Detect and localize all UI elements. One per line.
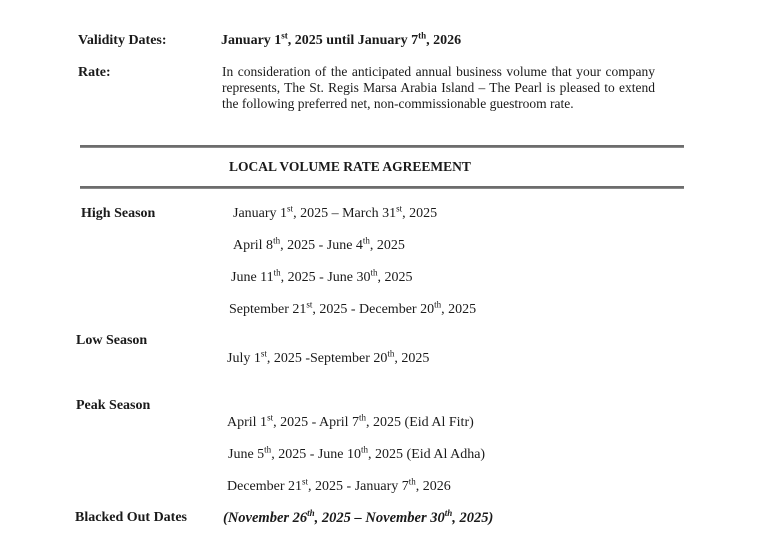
ordinal-suffix: st (287, 203, 294, 214)
high-season-range (229, 299, 477, 318)
ordinal-suffix: th (273, 235, 281, 246)
blackout-label: Blacked Out Dates (75, 510, 187, 525)
date-text: , 2025 (Eid Al Fitr) (366, 415, 474, 430)
date-text: , 2025 (441, 302, 477, 317)
high-season-range (233, 203, 438, 222)
ordinal-suffix: th (362, 235, 370, 246)
date-text: , 2025 - June 30 (280, 270, 371, 285)
date-text: , 2026 (415, 479, 451, 494)
date-text: , 2025 (Eid Al Adha) (368, 447, 486, 462)
low-season-label: Low Season (76, 333, 148, 348)
bottom-divider-shadow (80, 188, 684, 189)
section-heading: LOCAL VOLUME RATE AGREEMENT (229, 159, 471, 174)
ordinal-suffix: th (387, 348, 395, 359)
peak-season-range (227, 412, 474, 431)
date-text: April 1 (227, 415, 268, 430)
ordinal-suffix: th (307, 508, 315, 519)
high-season-range (233, 235, 405, 254)
ordinal-suffix: th (434, 299, 442, 310)
validity-dates-value (221, 30, 462, 49)
validity-part: , 2025 until January 7 (287, 33, 419, 48)
ordinal-suffix: st (302, 476, 309, 487)
validity-part: January 1 (221, 33, 282, 48)
date-text: , 2025 -September 20 (266, 351, 388, 366)
high-season-label: High Season (81, 206, 156, 221)
date-text: , 2025 - January 7 (308, 479, 409, 494)
low-season-range (227, 348, 430, 367)
rate-label: Rate: (78, 65, 111, 80)
date-text: , 2025 (394, 351, 430, 366)
date-text: (November 26 (223, 510, 308, 526)
date-text: , 2025) (452, 510, 494, 526)
ordinal-suffix: st (306, 299, 313, 310)
date-text: , 2025 - June 10 (271, 447, 362, 462)
date-text: June 5 (228, 447, 265, 462)
date-text: January 1 (233, 206, 288, 221)
peak-season-range (228, 444, 486, 463)
ordinal-suffix: th (264, 444, 272, 455)
date-text: June 11 (231, 270, 274, 285)
validity-dates-label: Validity Dates: (78, 33, 167, 48)
blackout-value (223, 510, 493, 527)
peak-season-label: Peak Season (76, 398, 151, 413)
ordinal-suffix: th (359, 412, 367, 423)
date-text: , 2025 (377, 270, 413, 285)
ordinal-suffix: th (273, 267, 281, 278)
date-text: December 21 (227, 479, 303, 494)
date-text: July 1 (227, 351, 261, 366)
validity-suffix: th (418, 30, 427, 41)
peak-season-range (227, 476, 451, 495)
date-text: , 2025 - December 20 (312, 302, 435, 317)
ordinal-suffix: st (396, 203, 403, 214)
top-divider-shadow (80, 147, 684, 148)
date-text: , 2025 (402, 206, 438, 221)
validity-suffix: st (281, 30, 288, 41)
ordinal-suffix: th (370, 267, 378, 278)
ordinal-suffix: th (444, 508, 453, 519)
high-season-range (231, 267, 413, 286)
rate-paragraph: In consideration of the anticipated annual business volume that your company represents, The St. Regis Marsa Arabia Island – The Pearl is pleased to extend the following preferred net, non-commissionable guestroom rate. (222, 64, 655, 111)
ordinal-suffix: st (267, 412, 274, 423)
date-text: September 21 (229, 302, 307, 317)
date-text: , 2025 (369, 238, 405, 253)
ordinal-suffix: st (260, 348, 267, 359)
validity-part: , 2026 (426, 33, 462, 48)
date-text: , 2025 - April 7 (273, 415, 360, 430)
date-text: April 8 (233, 238, 274, 253)
date-text: , 2025 - June 4 (280, 238, 363, 253)
ordinal-suffix: th (361, 444, 369, 455)
ordinal-suffix: th (408, 476, 416, 487)
date-text: , 2025 – November 30 (314, 510, 445, 526)
date-text: , 2025 – March 31 (293, 206, 397, 221)
